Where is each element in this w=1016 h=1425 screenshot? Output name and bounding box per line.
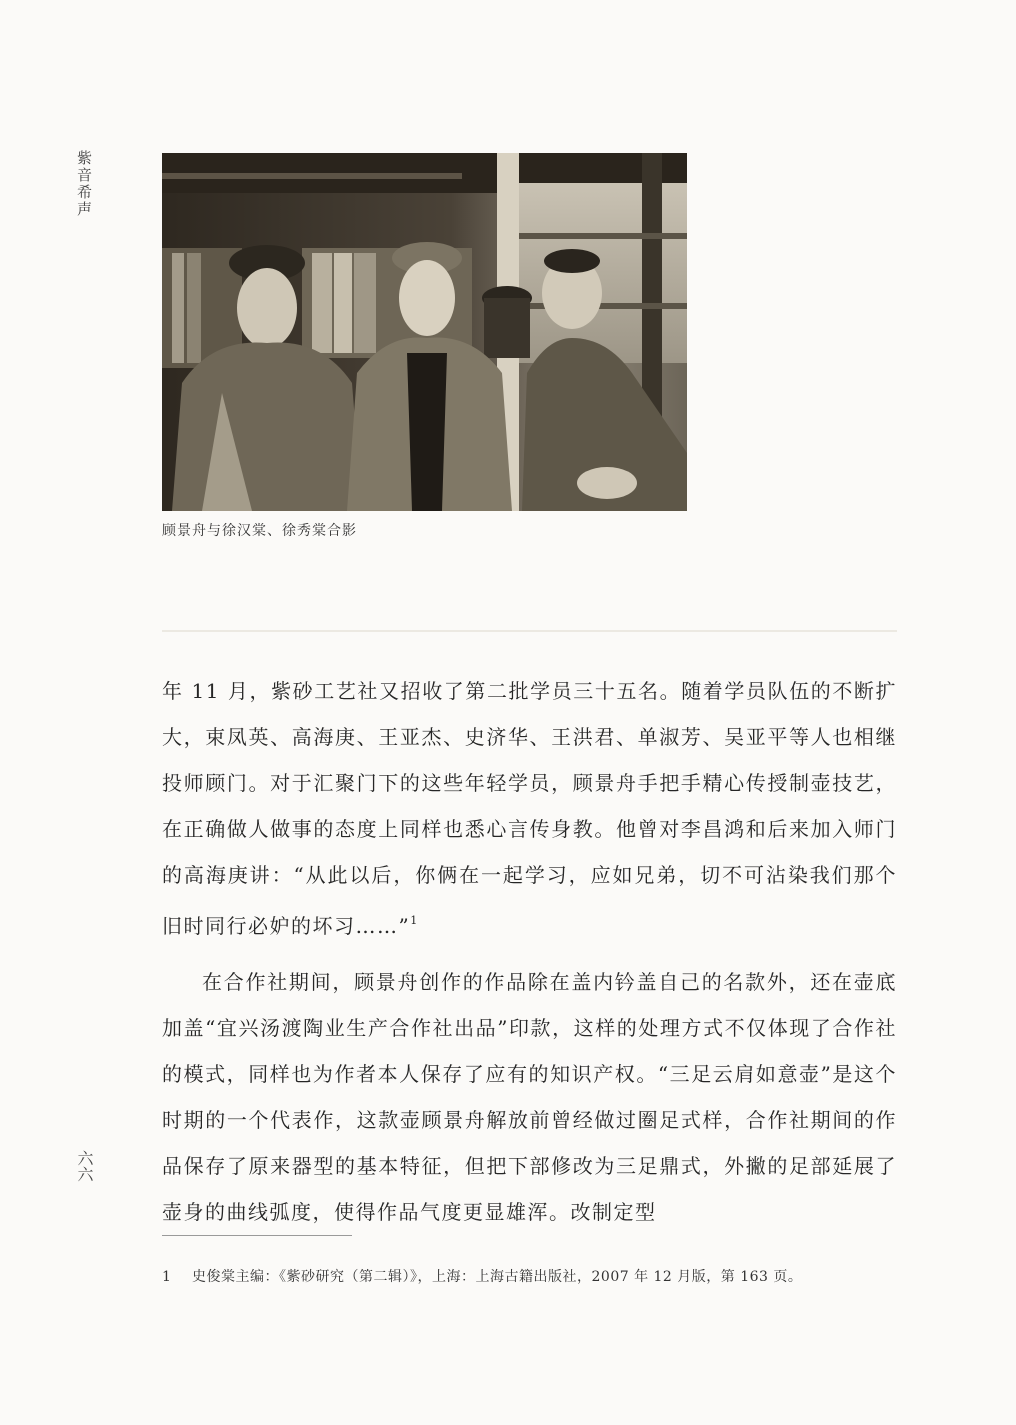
footnote-divider [162,1235,352,1236]
body-text [162,668,897,1235]
footnote-number: 1 [162,1269,172,1285]
paragraph-1-text: 年 11 月，紫砂工艺社又招收了第二批学员三十五名。随着学员队伍的不断扩大，束凤英、高海庚、王亚杰、史济华、王洪君、单淑芳、吴亚平等人也相继投师顾门。对于汇聚门下的这些年轻学员，顾景舟手把手精心传授制壶技艺，在正确做人做事的态度上同样也悉心言传身教。他曾对李昌鸿和后来加入师门的高海庚讲：“从此以后，你俩在一起学习，应如兄弟，切不可沾染我们那个旧时同行必妒的坏习……” [162,679,897,938]
running-title: 紫音希声 [75,150,93,218]
group-photo [162,153,687,511]
footnote [162,1266,902,1286]
footnote-text: 史俊棠主编：《紫砂研究（第二辑）》，上海：上海古籍出版社，2007 年 12 月版，第 163 页。 [192,1269,803,1285]
photo-image [162,153,687,511]
page-number: 六六 [75,1150,94,1182]
footnote-ref: 1 [410,914,419,927]
paragraph-2: 在合作社期间，顾景舟创作的作品除在盖内钤盖自己的名款外，还在壶底加盖“宜兴汤渡陶业生产合作社出品”印款，这样的处理方式不仅体现了合作社的模式，同样也为作者本人保存了应有的知识产权。“三足云肩如意壶”是这个时期的一个代表作，这款壶顾景舟解放前曾经做过圈足式样，合作社期间的作品保存了原来器型的基本特征，但把下部修改为三足鼎式，外撇的足部延展了壶身的曲线弧度，使得作品气度更显雄浑。改制定型 [162,970,897,1224]
paragraph-1 [162,668,897,949]
section-divider [162,630,897,632]
photo-caption: 顾景舟与徐汉棠、徐秀棠合影 [162,523,357,539]
